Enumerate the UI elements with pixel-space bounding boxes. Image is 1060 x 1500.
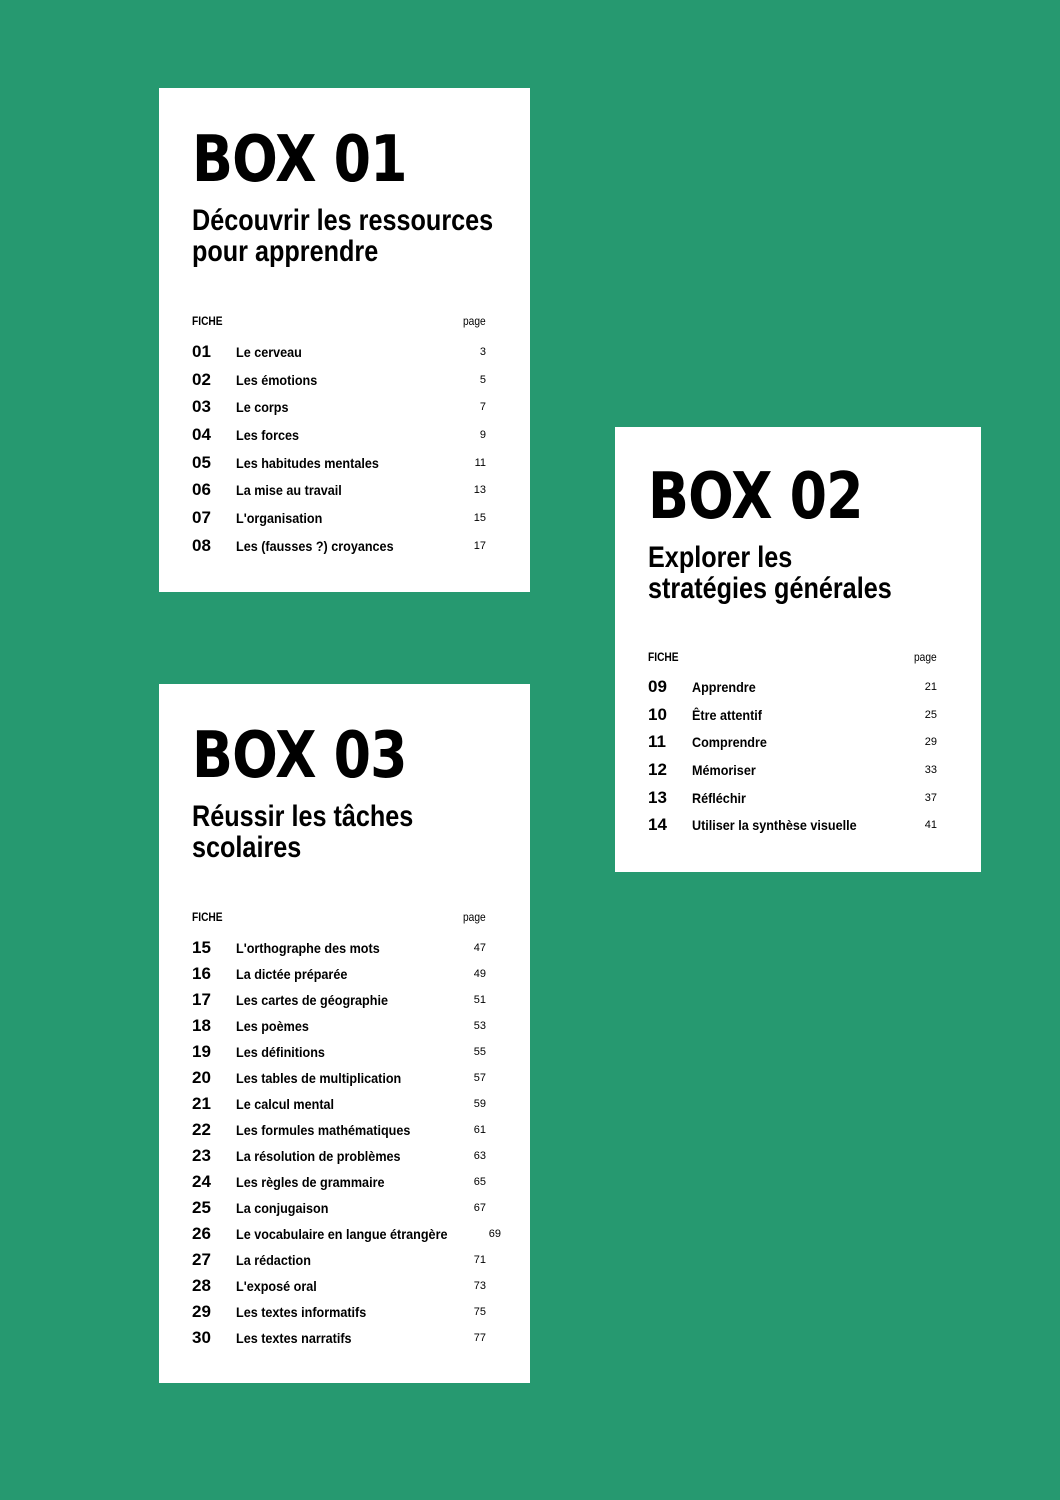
fiche-number: 25 — [192, 1198, 211, 1217]
page-number: 55 — [473, 1046, 486, 1058]
fiche-title: Être attentif — [692, 706, 763, 723]
page-number: 67 — [473, 1202, 486, 1214]
page-number: 29 — [924, 736, 937, 749]
page-number: 63 — [473, 1150, 486, 1162]
fiche-title: Les habitudes mentales — [236, 454, 379, 471]
box-02-card — [615, 427, 981, 872]
fiche-title: Le vocabulaire en langue étrangère — [236, 1226, 448, 1242]
toc-header — [192, 910, 486, 926]
toc-row — [192, 1039, 486, 1065]
fiche-number: 03 — [192, 397, 211, 417]
page-number: 41 — [924, 819, 937, 832]
toc-row — [192, 1065, 486, 1091]
page-number: 77 — [473, 1332, 486, 1344]
toc-row — [192, 1325, 486, 1351]
toc-row — [192, 449, 486, 477]
fiche-title: Apprendre — [692, 678, 756, 695]
page-number: 75 — [473, 1306, 486, 1318]
toc-header — [648, 650, 937, 666]
toc-row — [648, 701, 937, 729]
toc-row — [192, 532, 486, 560]
subtitle-line: Explorer les — [648, 541, 793, 574]
toc-list — [192, 338, 486, 560]
toc-header — [192, 314, 486, 330]
toc-row — [192, 1143, 486, 1169]
page-number: 5 — [479, 373, 486, 386]
fiche-title: La résolution de problèmes — [236, 1148, 401, 1164]
toc-row — [192, 393, 486, 421]
box-title: BOX 03 — [192, 719, 407, 793]
fiche-title: Les forces — [236, 426, 300, 443]
toc-row — [192, 1247, 486, 1273]
toc-row — [192, 1117, 486, 1143]
box-subtitle — [192, 205, 493, 267]
page-number: 73 — [473, 1280, 486, 1292]
fiche-title: La mise au travail — [236, 482, 342, 499]
toc-row — [648, 756, 937, 784]
fiche-title: La conjugaison — [236, 1200, 329, 1216]
fiche-number: 18 — [192, 1016, 211, 1035]
page-number: 13 — [473, 484, 486, 497]
page-number: 9 — [479, 428, 486, 441]
fiche-title: L'exposé oral — [236, 1278, 317, 1294]
box-subtitle — [192, 801, 413, 863]
fiche-title: Utiliser la synthèse visuelle — [692, 817, 857, 834]
page-number: 21 — [924, 680, 937, 693]
page-number: 11 — [474, 456, 486, 469]
page-header: page — [463, 910, 486, 924]
fiche-title: Les formules mathématiques — [236, 1122, 411, 1138]
toc-row — [192, 1299, 486, 1325]
page-number: 59 — [473, 1098, 486, 1110]
page-number: 71 — [473, 1254, 486, 1266]
fiche-title: Les définitions — [236, 1044, 325, 1060]
fiche-number: 09 — [648, 676, 667, 696]
page-number: 25 — [924, 708, 937, 721]
fiche-number: 19 — [192, 1042, 211, 1061]
fiche-title: L'organisation — [236, 509, 323, 526]
fiche-number: 04 — [192, 424, 211, 444]
fiche-number: 10 — [648, 704, 667, 724]
box-01-card — [159, 88, 530, 592]
page-header: page — [463, 314, 486, 328]
box-title: BOX 01 — [192, 123, 407, 197]
fiche-number: 01 — [192, 341, 211, 361]
page-number: 15 — [473, 511, 486, 524]
page-number: 69 — [488, 1228, 501, 1240]
toc-row — [192, 1013, 486, 1039]
fiche-header: FICHE — [192, 314, 223, 328]
fiche-title: Réfléchir — [692, 789, 746, 806]
fiche-number: 14 — [648, 815, 667, 835]
subtitle-line: scolaires — [192, 831, 302, 864]
fiche-title: Les (fausses ?) croyances — [236, 537, 394, 554]
fiche-title: La dictée préparée — [236, 966, 348, 982]
fiche-number: 24 — [192, 1172, 211, 1191]
toc-row — [192, 1221, 501, 1247]
toc-row — [192, 1273, 486, 1299]
fiche-title: Les textes informatifs — [236, 1304, 367, 1320]
fiche-header: FICHE — [648, 650, 679, 664]
fiche-number: 02 — [192, 369, 211, 389]
fiche-title: Le corps — [236, 399, 289, 416]
page-number: 57 — [473, 1072, 486, 1084]
toc-row — [192, 1195, 486, 1221]
fiche-number: 21 — [192, 1094, 211, 1113]
fiche-number: 08 — [192, 535, 211, 555]
fiche-number: 06 — [192, 480, 211, 500]
page-number: 65 — [473, 1176, 486, 1188]
fiche-number: 15 — [192, 938, 211, 957]
box-title: BOX 02 — [648, 460, 863, 534]
subtitle-line: Découvrir les ressources — [192, 204, 494, 237]
fiche-number: 07 — [192, 507, 211, 527]
toc-row — [192, 366, 486, 394]
fiche-number: 16 — [192, 964, 211, 983]
fiche-title: Le calcul mental — [236, 1096, 335, 1112]
subtitle-line: pour apprendre — [192, 235, 379, 268]
fiche-title: Le cerveau — [236, 343, 302, 360]
toc-list — [192, 935, 501, 1351]
toc-row — [192, 476, 486, 504]
fiche-number: 28 — [192, 1276, 211, 1295]
fiche-title: Les poèmes — [236, 1018, 309, 1034]
fiche-number: 27 — [192, 1250, 211, 1269]
fiche-number: 23 — [192, 1146, 211, 1165]
toc-row — [192, 1169, 486, 1195]
page-number: 37 — [924, 791, 937, 804]
fiche-number: 17 — [192, 990, 211, 1009]
toc-row — [192, 935, 486, 961]
page-number: 17 — [473, 539, 486, 552]
subtitle-line: stratégies générales — [648, 572, 892, 605]
fiche-number: 05 — [192, 452, 211, 472]
subtitle-line: Réussir les tâches — [192, 800, 414, 833]
toc-row — [648, 811, 937, 839]
page-header: page — [914, 650, 937, 664]
fiche-number: 30 — [192, 1328, 211, 1347]
fiche-title: Les cartes de géographie — [236, 992, 388, 1008]
page-number: 33 — [924, 763, 937, 776]
toc-row — [192, 987, 486, 1013]
page-number: 47 — [473, 942, 486, 954]
page-number: 3 — [479, 345, 486, 358]
toc-row — [192, 961, 486, 987]
fiche-number: 11 — [648, 732, 666, 752]
fiche-title: Les émotions — [236, 371, 318, 388]
fiche-number: 26 — [192, 1224, 211, 1243]
fiche-header: FICHE — [192, 910, 223, 924]
fiche-title: Les règles de grammaire — [236, 1174, 385, 1190]
fiche-title: L'orthographe des mots — [236, 940, 380, 956]
fiche-title: Mémoriser — [692, 761, 756, 778]
toc-row — [648, 784, 937, 812]
toc-row — [648, 728, 937, 756]
toc-list — [648, 673, 937, 839]
fiche-title: Les textes narratifs — [236, 1330, 352, 1346]
fiche-number: 12 — [648, 759, 667, 779]
page-number: 53 — [473, 1020, 486, 1032]
page-number: 7 — [479, 401, 486, 414]
box-03-card — [159, 684, 530, 1383]
toc-row — [192, 421, 486, 449]
fiche-title: La rédaction — [236, 1252, 311, 1268]
toc-row — [192, 504, 486, 532]
fiche-number: 20 — [192, 1068, 211, 1087]
page-number: 51 — [473, 994, 486, 1006]
fiche-number: 13 — [648, 787, 667, 807]
fiche-title: Les tables de multiplication — [236, 1070, 402, 1086]
fiche-number: 29 — [192, 1302, 211, 1321]
fiche-number: 22 — [192, 1120, 211, 1139]
toc-row — [192, 1091, 486, 1117]
box-subtitle — [648, 542, 892, 604]
toc-row — [192, 338, 486, 366]
page-number: 49 — [473, 968, 486, 980]
page-number: 61 — [473, 1124, 486, 1136]
toc-row — [648, 673, 937, 701]
fiche-title: Comprendre — [692, 734, 767, 751]
